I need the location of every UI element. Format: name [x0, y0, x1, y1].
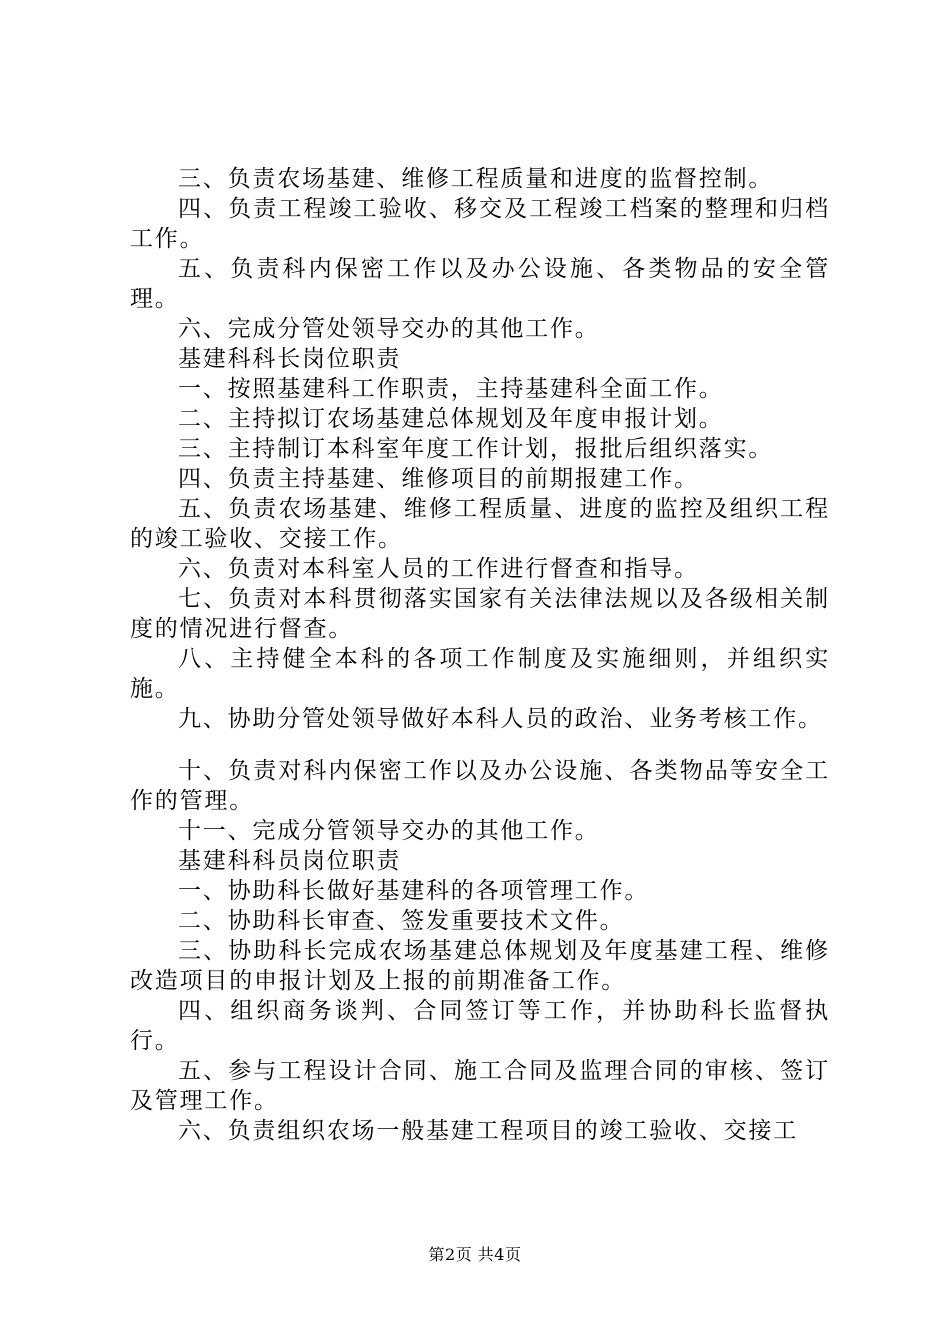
paragraph: 六、负责对本科室人员的工作进行督查和指导。	[178, 556, 699, 582]
paragraph: 六、负责组织农场一般基建工程项目的竣工验收、交接工	[178, 1118, 798, 1144]
paragraph: 五、参与工程设计合同、施工合同及监理合同的审核、签订及管理工作。	[130, 1058, 830, 1114]
paragraph: 三、主持制订本科室年度工作计划，报批后组织落实。	[178, 436, 774, 462]
paragraph: 六、完成分管处领导交办的其他工作。	[178, 316, 600, 342]
section-heading: 基建科科员岗位职责	[178, 848, 402, 874]
section-heading: 基建科科长岗位职责	[178, 346, 402, 372]
page-footer: 第2页 共4页	[428, 1245, 522, 1264]
paragraph: 一、按照基建科工作职责，主持基建科全面工作。	[178, 376, 724, 402]
paragraph: 四、负责主持基建、维修项目的前期报建工作。	[178, 466, 699, 492]
paragraph: 一、协助科长做好基建科的各项管理工作。	[178, 878, 650, 904]
paragraph: 二、协助科长审查、签发重要技术文件。	[178, 908, 625, 934]
paragraph: 十、负责对科内保密工作以及办公设施、各类物品等安全工作的管理。	[130, 758, 830, 814]
paragraph: 七、负责对本科贯彻落实国家有关法律法规以及各级相关制度的情况进行督查。	[130, 586, 830, 642]
paragraph: 五、负责农场基建、维修工程质量、进度的监控及组织工程的竣工验收、交接工作。	[130, 496, 830, 552]
paragraph: 四、组织商务谈判、合同签订等工作，并协助科长监督执行。	[130, 998, 830, 1054]
paragraph-gap	[130, 734, 830, 756]
document-body	[130, 164, 830, 1146]
paragraph: 三、协助科长完成农场基建总体规划及年度基建工程、维修改造项目的申报计划及上报的前期准备工作。	[130, 938, 830, 994]
paragraph: 八、主持健全本科的各项工作制度及实施细则，并组织实施。	[130, 646, 830, 702]
paragraph: 三、负责农场基建、维修工程质量和进度的监督控制。	[178, 166, 774, 192]
paragraph: 十一、完成分管领导交办的其他工作。	[178, 818, 600, 844]
paragraph: 四、负责工程竣工验收、移交及工程竣工档案的整理和归档工作。	[130, 196, 830, 252]
paragraph: 五、负责科内保密工作以及办公设施、各类物品的安全管理。	[130, 256, 830, 312]
paragraph: 九、协助分管处领导做好本科人员的政治、业务考核工作。	[178, 706, 823, 732]
paragraph: 二、主持拟订农场基建总体规划及年度申报计划。	[178, 406, 724, 432]
